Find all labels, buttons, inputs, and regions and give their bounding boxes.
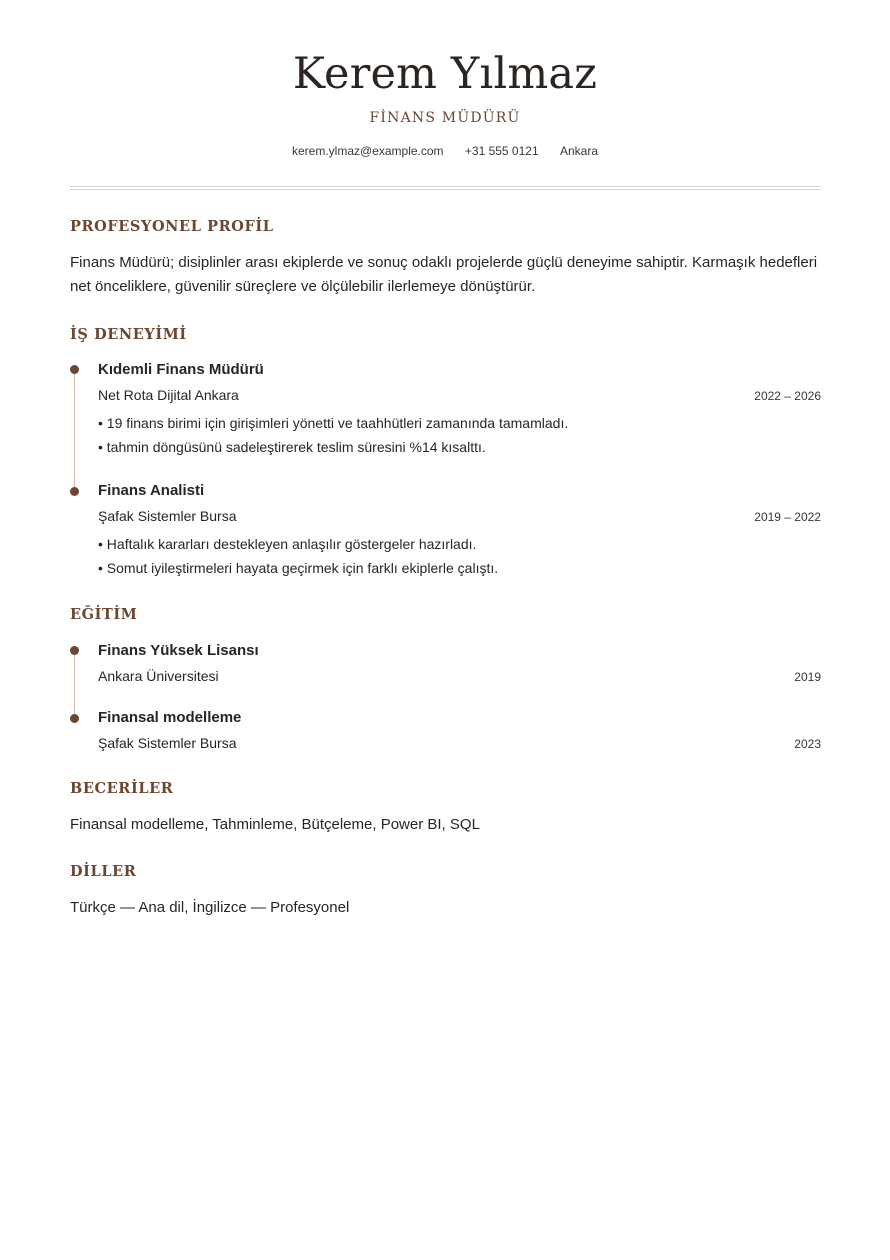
skills-text: Finansal modelleme, Tahminleme, Bütçeleme, Power BI, SQL bbox=[70, 816, 480, 833]
timeline-dot bbox=[70, 487, 79, 496]
education-year: 2019 bbox=[794, 670, 821, 684]
header-divider bbox=[70, 186, 821, 190]
experience-dates: 2022 – 2026 bbox=[754, 389, 821, 403]
contact-city: Ankara bbox=[559, 144, 599, 158]
experience-role: Kıdemli Finans Müdürü bbox=[98, 361, 264, 378]
education-degree: Finansal modelleme bbox=[98, 709, 242, 726]
education-school: Şafak Sistemler Bursa bbox=[98, 735, 237, 751]
languages-text: Türkçe — Ana dil, İngilizce — Profesyonel bbox=[70, 899, 350, 916]
experience-bullet: • Haftalık kararları destekleyen anlaşılır göstergeler hazırladı. bbox=[98, 536, 477, 552]
experience-bullet: • Somut iyileştirmeleri hayata geçirmek için farklı ekiplerle çalıştı. bbox=[98, 560, 499, 576]
skills-heading: BECERİLER bbox=[70, 780, 174, 797]
experience-dates: 2019 – 2022 bbox=[754, 510, 821, 524]
experience-timeline-line bbox=[74, 374, 75, 487]
timeline-dot bbox=[70, 646, 79, 655]
education-degree: Finans Yüksek Lisansı bbox=[98, 642, 259, 659]
languages-heading: DİLLER bbox=[70, 863, 137, 880]
education-timeline-line bbox=[74, 655, 75, 719]
contact-phone[interactable]: +31 555 0121 bbox=[464, 144, 539, 158]
resume-header bbox=[0, 0, 890, 158]
education-year: 2023 bbox=[794, 737, 821, 751]
experience-bullet: • tahmin döngüsünü sadeleştirerek teslim süresini %14 kısalttı. bbox=[98, 439, 486, 455]
timeline-dot bbox=[70, 714, 79, 723]
education-school: Ankara Üniversitesi bbox=[98, 668, 219, 684]
profile-text: Finans Müdürü; disiplinler arası ekiplerde ve sonuç odaklı projelerde güçlü deneyime sahiptir. Karmaşık hedefleri net önceliklere, güvenilir süreçlere ve ölçülebilir ilerlemeye dönüştürür. bbox=[70, 254, 818, 295]
experience-role: Finans Analisti bbox=[98, 482, 205, 499]
contact-line bbox=[0, 144, 890, 158]
experience-company: Net Rota Dijital Ankara bbox=[98, 387, 239, 403]
experience-heading: İŞ DENEYİMİ bbox=[70, 326, 187, 343]
profile-heading: PROFESYONEL PROFİL bbox=[70, 218, 274, 235]
candidate-name: Kerem Yılmaz bbox=[292, 49, 598, 99]
education-heading: EĞİTİM bbox=[70, 606, 138, 623]
experience-company: Şafak Sistemler Bursa bbox=[98, 508, 237, 524]
experience-bullet: • 19 finans birimi için girişimleri yönetti ve taahhütleri zamanında tamamladı. bbox=[98, 415, 569, 431]
job-title: FİNANS MÜDÜRÜ bbox=[369, 110, 521, 126]
timeline-dot bbox=[70, 365, 79, 374]
contact-email[interactable]: kerem.ylmaz@example.com bbox=[291, 144, 444, 158]
